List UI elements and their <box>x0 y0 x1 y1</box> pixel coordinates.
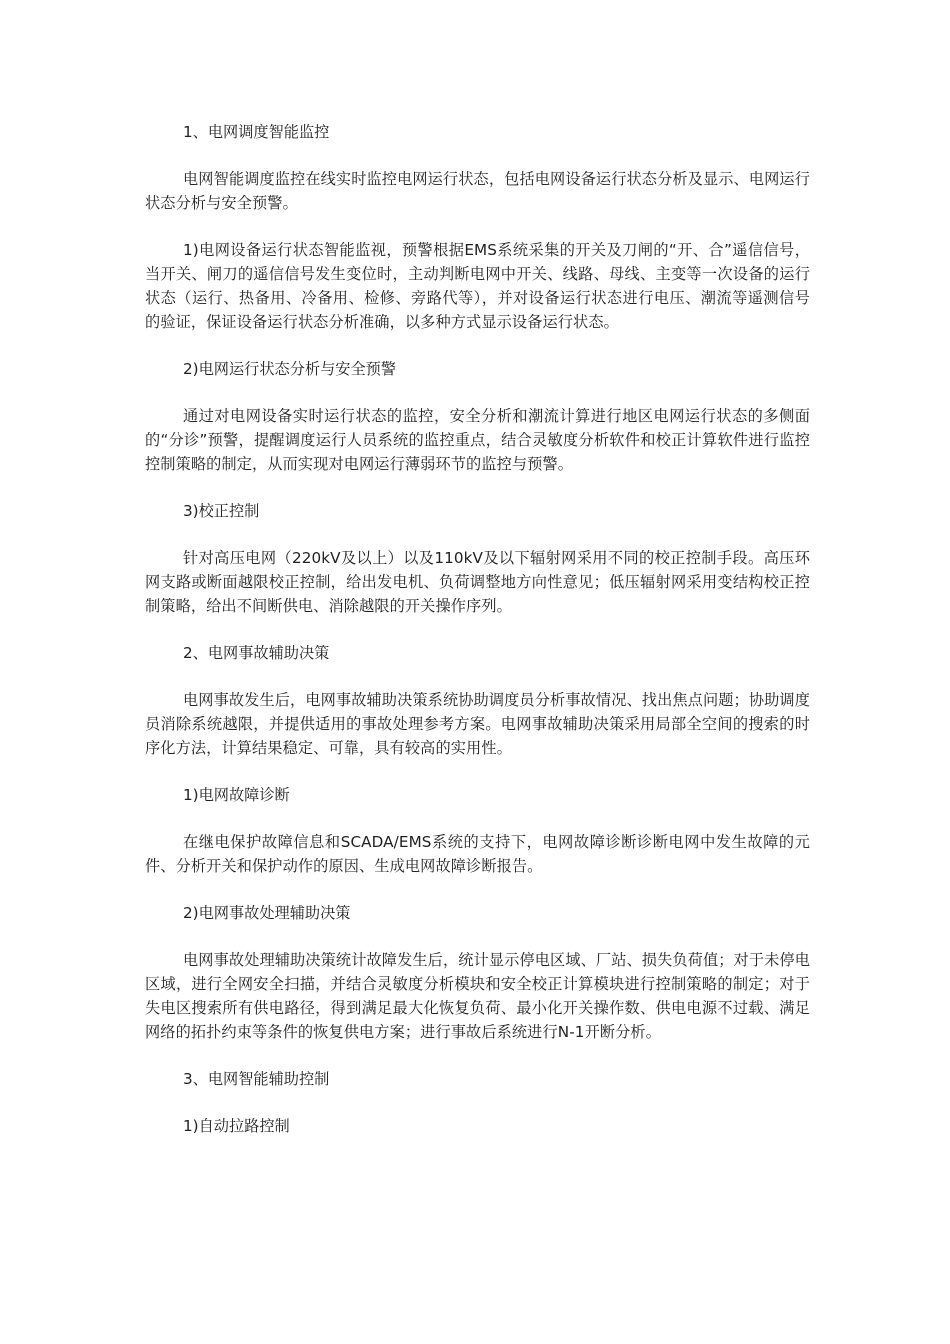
paragraph-fault-diagnosis: 在继电保护故障信息和SCADA/EMS系统的支持下，电网故障诊断诊断电网中发生故障的元件、分析开关和保护动作的原因、生成电网故障诊断报告。 <box>145 833 810 875</box>
document-body <box>145 120 810 1161</box>
paragraph-intro: 电网智能调度监控在线实时监控电网运行状态，包括电网设备运行状态分析及显示、电网运行状态分析与安全预警。 <box>145 170 810 212</box>
subheading-accident-handling: 2)电网事故处理辅助决策 <box>183 904 351 922</box>
paragraph-device-monitoring: 1)电网设备运行状态智能监视，预警根据EMS系统采集的开关及刀闸的“开、合”遥信信号，当开关、闸刀的遥信信号发生变位时，主动判断电网中开关、线路、母线、主变等一次设备的运行状态（运行、热备用、冷备用、检修、旁路代等），并对设备运行状态进行电压、潮流等遥测信号的验证，保证设备运行状态分析准确，以多种方式显示设备运行状态。 <box>145 241 810 331</box>
subheading-fault-diagnosis: 1)电网故障诊断 <box>183 786 290 804</box>
section-heading-1: 1、电网调度智能监控 <box>183 123 330 141</box>
subheading-auto-load-shedding: 1)自动拉路控制 <box>183 1117 290 1135</box>
paragraph-state-analysis: 通过对电网设备实时运行状态的监控，安全分析和潮流计算进行地区电网运行状态的多侧面的“分诊”预警，提醒调度运行人员系统的监控重点，结合灵敏度分析软件和校正计算软件进行监控控制策略的制定，从而实现对电网运行薄弱环节的监控与预警。 <box>145 407 810 473</box>
paragraph-accident-decision: 电网事故发生后，电网事故辅助决策系统协助调度员分析事故情况、找出焦点问题；协助调度员消除系统越限，并提供适用的事故处理参考方案。电网事故辅助决策采用局部全空间的搜索的时序化方法，计算结果稳定、可靠，具有较高的实用性。 <box>145 691 810 757</box>
paragraph-correction-control: 针对高压电网（220kV及以上）以及110kV及以下辐射网采用不同的校正控制手段。高压环网支路或断面越限校正控制，给出发电机、负荷调整地方向性意见；低压辐射网采用变结构校正控制策略，给出不间断供电、消除越限的开关操作序列。 <box>145 549 810 615</box>
section-heading-2: 2、电网事故辅助决策 <box>183 644 330 662</box>
subheading-correction-control: 3)校正控制 <box>183 502 260 520</box>
section-heading-3: 3、电网智能辅助控制 <box>183 1070 330 1088</box>
subheading-state-analysis: 2)电网运行状态分析与安全预警 <box>183 360 397 378</box>
paragraph-accident-handling: 电网事故处理辅助决策统计故障发生后，统计显示停电区域、厂站、损失负荷值；对于未停电区域，进行全网安全扫描，并结合灵敏度分析模块和安全校正计算模块进行控制策略的制定；对于失电区搜索所有供电路径，得到满足最大化恢复负荷、最小化开关操作数、供电电源不过载、满足网络的拓扑约束等条件的恢复供电方案；进行事故后系统进行N-1开断分析。 <box>145 951 810 1041</box>
